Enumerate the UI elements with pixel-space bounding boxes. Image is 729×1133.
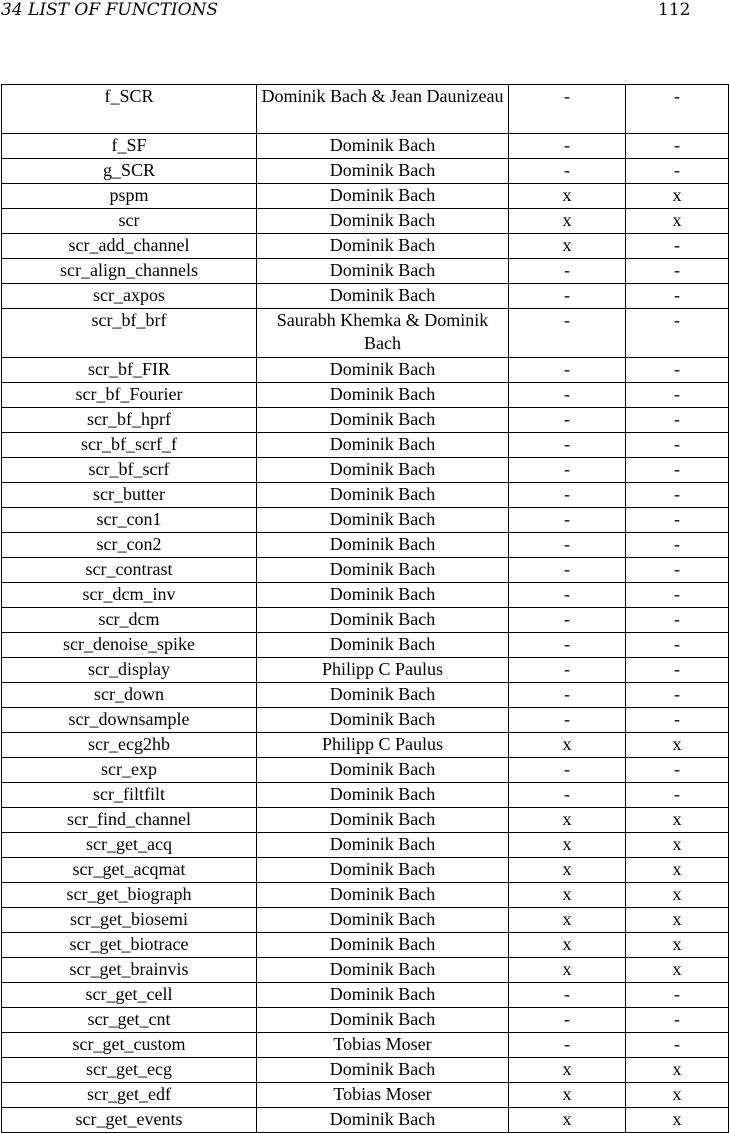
table-row xyxy=(2,683,729,708)
author-cell: Saurabh Khemka & Dominik Bach xyxy=(257,309,509,358)
mark-cell: x xyxy=(509,1108,626,1133)
table-row xyxy=(2,558,729,583)
mark-cell: x xyxy=(626,958,729,983)
mark-cell: - xyxy=(509,309,626,358)
function-name-cell: scr_butter xyxy=(2,483,257,508)
mark-cell: - xyxy=(626,1008,729,1033)
mark-cell: - xyxy=(509,408,626,433)
mark-cell: x xyxy=(626,808,729,833)
author-cell: Dominik Bach xyxy=(257,633,509,658)
mark-cell: - xyxy=(626,234,729,259)
table-row xyxy=(2,284,729,309)
author-cell: Dominik Bach xyxy=(257,284,509,309)
function-name-cell: scr_get_events xyxy=(2,1108,257,1133)
mark-cell: x xyxy=(626,1058,729,1083)
function-name-cell: scr_exp xyxy=(2,758,257,783)
author-cell: Dominik Bach xyxy=(257,758,509,783)
table-row xyxy=(2,1058,729,1083)
function-name-cell: scr_dcm xyxy=(2,608,257,633)
mark-cell: - xyxy=(509,259,626,284)
table-row xyxy=(2,608,729,633)
function-name-cell: scr_find_channel xyxy=(2,808,257,833)
table-row xyxy=(2,658,729,683)
function-name-cell: scr_ecg2hb xyxy=(2,733,257,758)
function-name-cell: f_SCR xyxy=(2,85,257,134)
function-name-cell: scr xyxy=(2,209,257,234)
mark-cell: x xyxy=(626,858,729,883)
mark-cell: x xyxy=(509,209,626,234)
function-name-cell: scr_downsample xyxy=(2,708,257,733)
function-name-cell: scr_get_biosemi xyxy=(2,908,257,933)
function-name-cell: pspm xyxy=(2,184,257,209)
mark-cell: x xyxy=(509,184,626,209)
mark-cell: x xyxy=(509,833,626,858)
mark-cell: - xyxy=(509,85,626,134)
function-name-cell: scr_get_biograph xyxy=(2,883,257,908)
table-row xyxy=(2,433,729,458)
author-cell: Dominik Bach xyxy=(257,583,509,608)
function-name-cell: scr_get_acq xyxy=(2,833,257,858)
mark-cell: - xyxy=(509,134,626,159)
mark-cell: - xyxy=(626,309,729,358)
author-cell: Dominik Bach xyxy=(257,483,509,508)
function-name-cell: scr_get_cell xyxy=(2,983,257,1008)
mark-cell: - xyxy=(626,458,729,483)
mark-cell: - xyxy=(626,558,729,583)
table-row xyxy=(2,983,729,1008)
mark-cell: - xyxy=(509,758,626,783)
mark-cell: - xyxy=(509,508,626,533)
table-row xyxy=(2,958,729,983)
function-name-cell: scr_down xyxy=(2,683,257,708)
function-name-cell: g_SCR xyxy=(2,159,257,184)
author-cell: Dominik Bach xyxy=(257,508,509,533)
mark-cell: - xyxy=(509,284,626,309)
table-row xyxy=(2,458,729,483)
author-cell: Dominik Bach xyxy=(257,1108,509,1133)
mark-cell: - xyxy=(509,159,626,184)
mark-cell: - xyxy=(626,383,729,408)
function-name-cell: scr_filtfilt xyxy=(2,783,257,808)
table-row xyxy=(2,259,729,284)
mark-cell: x xyxy=(626,184,729,209)
chapter-title: 34 LIST OF FUNCTIONS xyxy=(1,0,219,20)
mark-cell: x xyxy=(509,908,626,933)
mark-cell: - xyxy=(509,483,626,508)
mark-cell: x xyxy=(509,234,626,259)
mark-cell: - xyxy=(509,358,626,383)
page-number: 112 xyxy=(658,0,691,20)
function-name-cell: scr_get_edf xyxy=(2,1083,257,1108)
mark-cell: - xyxy=(509,633,626,658)
table-row xyxy=(2,508,729,533)
mark-cell: - xyxy=(626,1033,729,1058)
mark-cell: x xyxy=(626,833,729,858)
function-name-cell: scr_bf_scrf xyxy=(2,458,257,483)
mark-cell: x xyxy=(626,209,729,234)
table-row xyxy=(2,1083,729,1108)
author-cell: Dominik Bach xyxy=(257,808,509,833)
mark-cell: - xyxy=(509,1033,626,1058)
mark-cell: - xyxy=(509,1008,626,1033)
mark-cell: x xyxy=(509,808,626,833)
author-cell: Dominik Bach xyxy=(257,134,509,159)
mark-cell: - xyxy=(626,284,729,309)
mark-cell: - xyxy=(509,608,626,633)
table-row xyxy=(2,758,729,783)
function-name-cell: scr_dcm_inv xyxy=(2,583,257,608)
author-cell: Dominik Bach xyxy=(257,883,509,908)
mark-cell: x xyxy=(626,1108,729,1133)
table-row xyxy=(2,1108,729,1133)
table-row xyxy=(2,583,729,608)
mark-cell: x xyxy=(509,1083,626,1108)
mark-cell: x xyxy=(509,733,626,758)
table-row xyxy=(2,808,729,833)
mark-cell: - xyxy=(509,583,626,608)
author-cell: Dominik Bach xyxy=(257,1008,509,1033)
author-cell: Philipp C Paulus xyxy=(257,733,509,758)
author-cell: Dominik Bach xyxy=(257,234,509,259)
mark-cell: x xyxy=(509,1058,626,1083)
table-row xyxy=(2,85,729,134)
table-row xyxy=(2,933,729,958)
mark-cell: - xyxy=(509,708,626,733)
mark-cell: - xyxy=(509,458,626,483)
mark-cell: - xyxy=(626,508,729,533)
mark-cell: - xyxy=(626,583,729,608)
mark-cell: - xyxy=(626,708,729,733)
function-list-table xyxy=(1,84,729,1133)
function-name-cell: scr_get_biotrace xyxy=(2,933,257,958)
author-cell: Dominik Bach xyxy=(257,259,509,284)
author-cell: Tobias Moser xyxy=(257,1033,509,1058)
function-name-cell: scr_get_cnt xyxy=(2,1008,257,1033)
author-cell: Dominik Bach xyxy=(257,558,509,583)
author-cell: Dominik Bach xyxy=(257,383,509,408)
mark-cell: x xyxy=(509,933,626,958)
author-cell: Dominik Bach xyxy=(257,433,509,458)
author-cell: Dominik Bach xyxy=(257,958,509,983)
mark-cell: - xyxy=(626,408,729,433)
mark-cell: x xyxy=(626,883,729,908)
mark-cell: - xyxy=(626,159,729,184)
mark-cell: - xyxy=(626,758,729,783)
function-name-cell: scr_con2 xyxy=(2,533,257,558)
table-row xyxy=(2,209,729,234)
function-list-body xyxy=(2,85,729,1133)
table-row xyxy=(2,159,729,184)
mark-cell: x xyxy=(626,733,729,758)
table-row xyxy=(2,134,729,159)
function-name-cell: scr_get_acqmat xyxy=(2,858,257,883)
mark-cell: x xyxy=(626,933,729,958)
mark-cell: x xyxy=(509,858,626,883)
function-name-cell: scr_display xyxy=(2,658,257,683)
author-cell: Dominik Bach xyxy=(257,933,509,958)
author-cell: Dominik Bach xyxy=(257,1058,509,1083)
mark-cell: - xyxy=(626,358,729,383)
table-row xyxy=(2,883,729,908)
mark-cell: x xyxy=(509,958,626,983)
mark-cell: - xyxy=(509,558,626,583)
function-name-cell: scr_get_custom xyxy=(2,1033,257,1058)
mark-cell: x xyxy=(509,883,626,908)
table-row xyxy=(2,708,729,733)
table-row xyxy=(2,383,729,408)
mark-cell: - xyxy=(626,983,729,1008)
table-row xyxy=(2,234,729,259)
mark-cell: - xyxy=(509,433,626,458)
mark-cell: - xyxy=(626,483,729,508)
function-name-cell: scr_get_ecg xyxy=(2,1058,257,1083)
author-cell: Dominik Bach xyxy=(257,209,509,234)
mark-cell: x xyxy=(626,908,729,933)
table-row xyxy=(2,633,729,658)
author-cell: Dominik Bach xyxy=(257,408,509,433)
table-row xyxy=(2,358,729,383)
mark-cell: - xyxy=(509,533,626,558)
table-row xyxy=(2,833,729,858)
mark-cell: - xyxy=(626,608,729,633)
mark-cell: - xyxy=(626,658,729,683)
function-name-cell: scr_bf_brf xyxy=(2,309,257,358)
author-cell: Tobias Moser xyxy=(257,1083,509,1108)
running-head xyxy=(0,0,729,20)
author-cell: Dominik Bach xyxy=(257,159,509,184)
function-name-cell: scr_add_channel xyxy=(2,234,257,259)
function-name-cell: f_SF xyxy=(2,134,257,159)
author-cell: Dominik Bach xyxy=(257,458,509,483)
mark-cell: - xyxy=(509,783,626,808)
author-cell: Dominik Bach xyxy=(257,983,509,1008)
author-cell: Dominik Bach xyxy=(257,858,509,883)
table-row xyxy=(2,1008,729,1033)
author-cell: Philipp C Paulus xyxy=(257,658,509,683)
author-cell: Dominik Bach xyxy=(257,783,509,808)
mark-cell: - xyxy=(626,783,729,808)
mark-cell: - xyxy=(626,533,729,558)
function-name-cell: scr_denoise_spike xyxy=(2,633,257,658)
table-row xyxy=(2,858,729,883)
author-cell: Dominik Bach xyxy=(257,533,509,558)
table-row xyxy=(2,1033,729,1058)
table-row xyxy=(2,408,729,433)
mark-cell: - xyxy=(626,259,729,284)
table-row xyxy=(2,908,729,933)
author-cell: Dominik Bach xyxy=(257,184,509,209)
author-cell: Dominik Bach xyxy=(257,608,509,633)
table-row xyxy=(2,483,729,508)
author-cell: Dominik Bach xyxy=(257,358,509,383)
mark-cell: - xyxy=(509,383,626,408)
mark-cell: - xyxy=(626,433,729,458)
function-name-cell: scr_contrast xyxy=(2,558,257,583)
function-name-cell: scr_bf_scrf_f xyxy=(2,433,257,458)
author-cell: Dominik Bach xyxy=(257,683,509,708)
mark-cell: - xyxy=(626,85,729,134)
function-name-cell: scr_axpos xyxy=(2,284,257,309)
mark-cell: x xyxy=(626,1083,729,1108)
function-name-cell: scr_get_brainvis xyxy=(2,958,257,983)
author-cell: Dominik Bach & Jean Daunizeau xyxy=(257,85,509,134)
mark-cell: - xyxy=(509,983,626,1008)
author-cell: Dominik Bach xyxy=(257,708,509,733)
mark-cell: - xyxy=(509,683,626,708)
mark-cell: - xyxy=(626,633,729,658)
function-name-cell: scr_bf_Fourier xyxy=(2,383,257,408)
mark-cell: - xyxy=(509,658,626,683)
table-row xyxy=(2,783,729,808)
table-row xyxy=(2,733,729,758)
table-row xyxy=(2,533,729,558)
table-row xyxy=(2,184,729,209)
function-name-cell: scr_bf_FIR xyxy=(2,358,257,383)
mark-cell: - xyxy=(626,683,729,708)
function-name-cell: scr_align_channels xyxy=(2,259,257,284)
author-cell: Dominik Bach xyxy=(257,833,509,858)
table-row xyxy=(2,309,729,358)
function-name-cell: scr_con1 xyxy=(2,508,257,533)
mark-cell: - xyxy=(626,134,729,159)
function-name-cell: scr_bf_hprf xyxy=(2,408,257,433)
author-cell: Dominik Bach xyxy=(257,908,509,933)
